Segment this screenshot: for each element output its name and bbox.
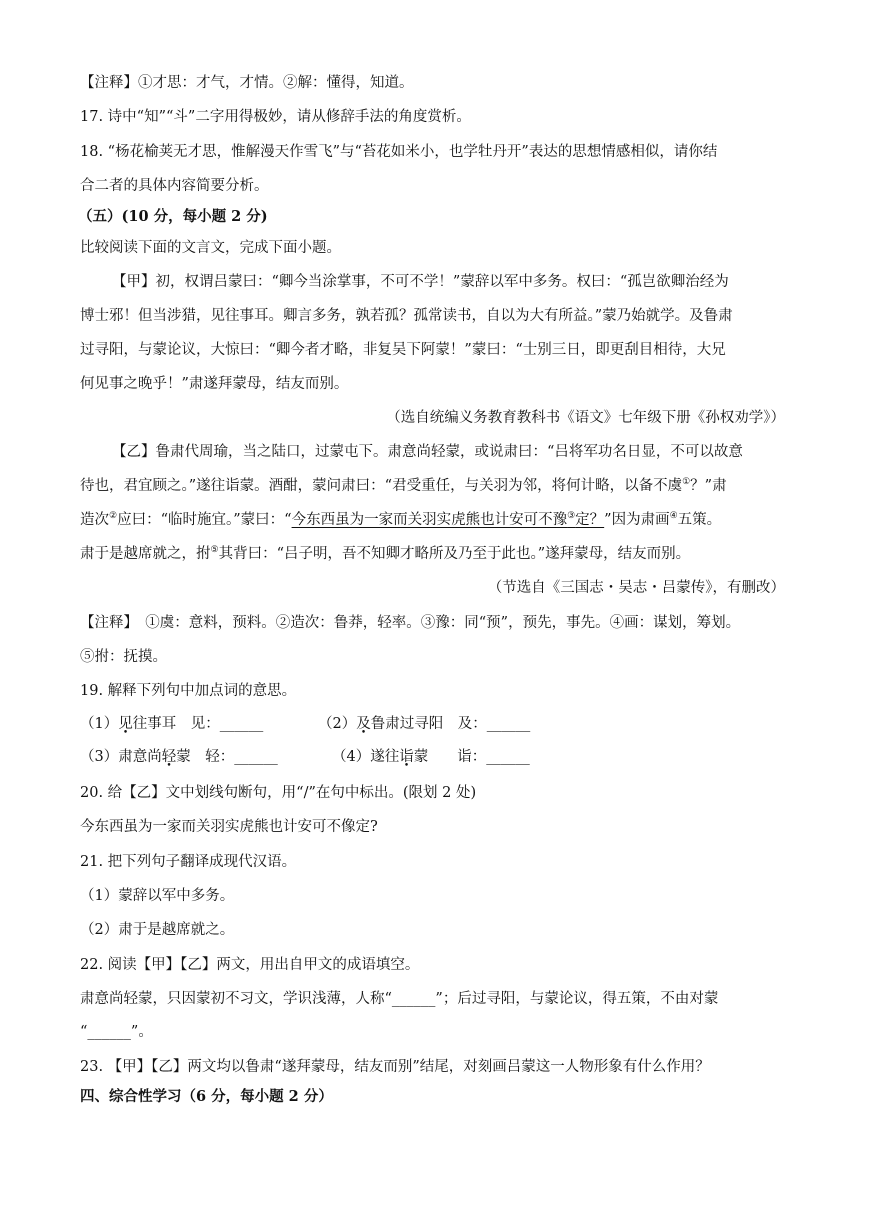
footnote-marker-3: ③ (567, 511, 576, 521)
yi-line-4-text-a: 肃于是越席就之，拊 (80, 546, 211, 562)
passage-jia-line-3: 过寻阳，与蒙论议，大惊曰：“卿今者才略，非复吴下阿蒙！”蒙曰：“士别三日，即更刮目相待，大兄 (80, 342, 726, 358)
item-4-dotted-word: 诣 (399, 749, 414, 765)
section-four-heading: 四、综合性学习（6 分，每小题 2 分） (80, 1088, 333, 1105)
footnote-marker-4: ④ (669, 511, 678, 521)
passage-jia-source: （选自统编义务教育教科书《语文》七年级下册《孙权劝学》） (386, 410, 785, 426)
yi-line-3-text-b: 应曰：“临时施宜。”蒙曰：“ (117, 512, 292, 528)
item-2-dotted-word: 及 (356, 716, 371, 732)
underlined-sentence (292, 512, 605, 528)
question-22-text-line-2: “______”。 (80, 1024, 153, 1040)
question-22: 22. 阅读【甲】【乙】两文，用出自甲文的成语填空。 (80, 957, 420, 973)
yi-line-3-text-c: ”因为肃画 (604, 512, 670, 528)
question-19-item-4 (332, 747, 530, 767)
question-20-sentence: 今东西虽为一家而关羽实虎熊也计安可不像定? (80, 819, 378, 835)
passage-yi-line-4 (80, 544, 690, 564)
item-2-number: （2） (318, 716, 357, 732)
passage-annotation-line-2: ⑤拊：抚摸。 (80, 649, 167, 665)
passage-yi-line-1: 【乙】鲁肃代周瑜，当之陆口，过蒙屯下。肃意尚轻蒙，或说肃曰：“吕将军功名日显，不可以故意 (112, 444, 743, 460)
item-2-rest: 鲁肃过寻阳 及：______ (370, 716, 531, 732)
question-22-text-line-1: 肃意尚轻蒙，只因蒙初不习文，学识浅薄，人称“______”；后过寻阳，与蒙论议，得五策，不由对蒙 (80, 991, 719, 1007)
item-3-rest: 蒙 轻：______ (176, 749, 278, 765)
question-19-item-2 (318, 714, 530, 734)
question-19: 19. 解释下列句中加点词的意思。 (80, 683, 297, 699)
question-21-item-2: （2）肃于是越席就之。 (80, 922, 235, 938)
yi-line-2-text-b: ？”肃 (690, 478, 727, 494)
passage-jia-line-2: 博士邪！但当涉猎，见往事耳。卿言多务，孰若孤？孤常读书，自以为大有所益。”蒙乃始就学。及鲁肃 (80, 308, 733, 324)
yi-line-3-text-a: 造次 (80, 512, 109, 528)
underlined-sentence-part-a: 今东西虽为一家而关羽实虎熊也计安可不豫 (291, 512, 568, 528)
question-21-item-1: （1）蒙辞以军中多务。 (80, 888, 235, 904)
item-1-number: （1） (80, 716, 119, 732)
question-20: 20. 给【乙】文中划线句断句，用“/”在句中标出。(限划 2 处) (80, 785, 477, 801)
question-23: 23. 【甲】【乙】两文均以鲁肃“遂拜蒙母，结友而别”结尾，对刻画吕蒙这一人物形象有什么作用？ (80, 1059, 710, 1075)
item-4-rest: 蒙 诣：______ (413, 749, 530, 765)
question-18-line-2: 合二者的具体内容简要分析。 (80, 178, 269, 194)
passage-jia-line-1: 【甲】初，权谓吕蒙曰：“卿今当涂掌事，不可不学！”蒙辞以军中多务。权曰：“孤岂欲卿治经为 (112, 274, 729, 290)
yi-line-3-text-d: 五策。 (677, 512, 722, 528)
passage-yi-line-2 (80, 476, 727, 496)
passage-yi-source: （节选自《三国志・吴志・吕蒙传》，有删改） (487, 580, 785, 596)
poem-annotation: 【注释】①才思：才气，才情。②解：懂得，知道。 (80, 75, 414, 91)
footnote-marker-1: ① (682, 477, 691, 487)
question-19-item-1 (80, 714, 263, 734)
footnote-marker-5: ⑤ (210, 545, 219, 555)
item-1-rest: 往事耳 见：______ (132, 716, 264, 732)
yi-line-4-text-b: 其背曰：“吕子明，吾不知卿才略所及乃至于此也。”遂拜蒙母，结友而别。 (218, 546, 691, 562)
item-3-prefix: （3）肃意尚 (80, 749, 162, 765)
section-five-heading: （五）(10 分，每小题 2 分) (78, 208, 268, 225)
passage-annotation-line-1: 【注释】 ①虞：意料，预料。②造次：鲁莽，轻率。③豫：同“预”，预先，事先。④画：谋划，筹划。 (80, 615, 741, 631)
question-19-item-3 (80, 747, 278, 767)
question-17: 17. 诗中“知”“斗”二字用得极妙，请从修辞手法的角度赏析。 (80, 109, 471, 125)
passage-jia-line-4: 何见事之晚乎！”肃遂拜蒙母，结友而别。 (80, 376, 349, 392)
yi-line-2-text-a: 待也，君宜顾之。”遂往诣蒙。酒酣，蒙问肃曰：“君受重任，与关羽为邻，将何计略，以备不虞 (80, 478, 683, 494)
item-1-dotted-word: 见 (118, 716, 133, 732)
underlined-sentence-part-b: 定？ (575, 512, 605, 528)
footnote-marker-2: ② (109, 511, 118, 521)
comparison-intro: 比较阅读下面的文言文，完成下面小题。 (80, 240, 341, 256)
question-21: 21. 把下列句子翻译成现代汉语。 (80, 854, 297, 870)
item-4-prefix: （4）遂往 (332, 749, 400, 765)
passage-yi-line-3 (80, 510, 721, 530)
item-3-dotted-word: 轻 (161, 749, 177, 765)
question-18-line-1: 18. “杨花榆荚无才思，惟解漫天作雪飞”与“苔花如米小，也学牡丹开”表达的思想情感相似，请你结 (80, 144, 718, 160)
